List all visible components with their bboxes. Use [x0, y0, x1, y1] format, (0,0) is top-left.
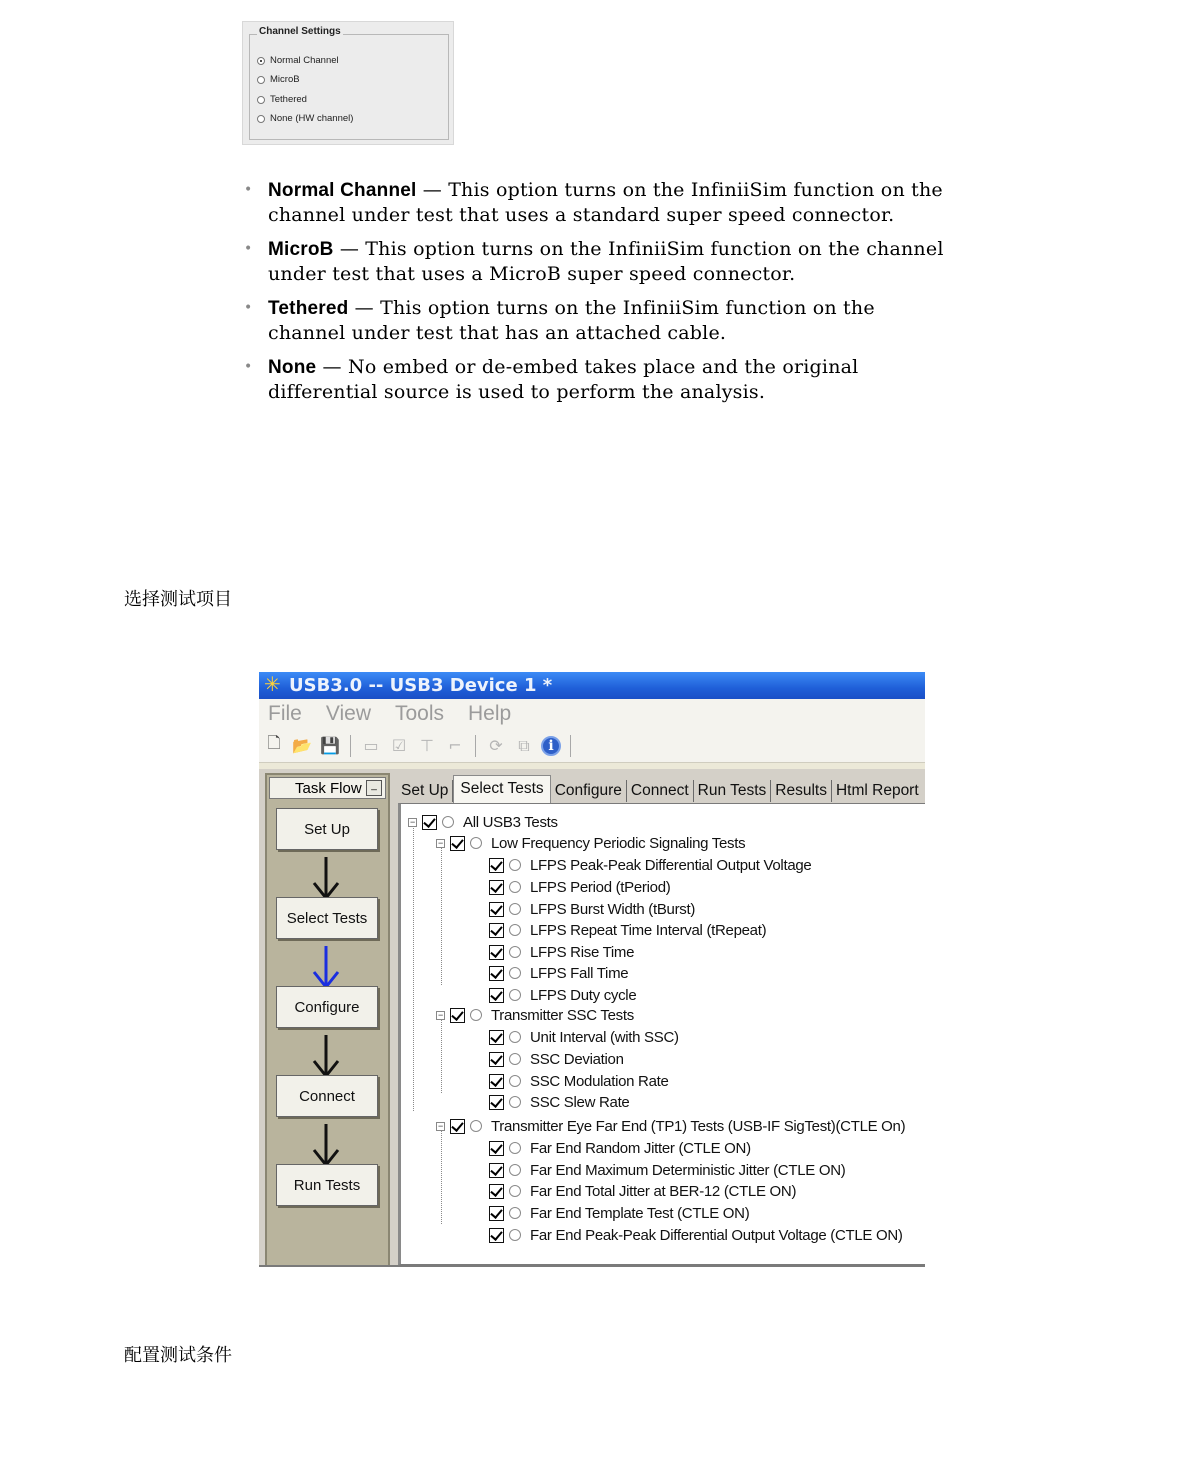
- tree-connector: [441, 843, 442, 985]
- checkbox-checked[interactable]: [489, 858, 504, 873]
- status-radio-icon: [509, 1207, 521, 1219]
- tree-root-all-usb3-tests[interactable]: − All USB3 Tests: [408, 812, 558, 832]
- menu-view[interactable]: View: [325, 702, 371, 725]
- tree-item[interactable]: LFPS Peak-Peak Differential Output Voltage: [489, 855, 811, 875]
- checkbox-checked[interactable]: [489, 966, 504, 981]
- task-step-connect[interactable]: Connect: [276, 1075, 378, 1117]
- tree-group-ssc[interactable]: − Transmitter SSC Tests: [436, 1005, 634, 1025]
- status-radio-icon: [442, 816, 454, 828]
- window-title: USB3.0 -- USB3 Device 1 *: [289, 675, 553, 696]
- status-radio-icon: [509, 881, 521, 893]
- bullet-dot-icon: •: [244, 359, 253, 375]
- tree-item[interactable]: LFPS Period (tPeriod): [489, 877, 670, 897]
- channel-settings-title: Channel Settings: [259, 26, 341, 37]
- radio-normal-channel[interactable]: Normal Channel: [257, 55, 339, 66]
- tab-select-tests[interactable]: Select Tests: [453, 775, 550, 804]
- usb3-app-window: [259, 672, 925, 1267]
- tab-set-up[interactable]: Set Up: [397, 780, 453, 802]
- flow-arrow-icon: [311, 855, 341, 901]
- menu-help[interactable]: Help: [468, 702, 512, 725]
- bullet-dot-icon: •: [244, 241, 253, 257]
- task-flow-panel: [265, 773, 390, 1267]
- tab-html-report[interactable]: Html Report: [835, 782, 919, 799]
- step-icon[interactable]: ⌐: [448, 736, 462, 755]
- heading-configure: 配置测试条件: [124, 1345, 232, 1366]
- bullet-dot-icon: •: [244, 182, 253, 198]
- collapse-icon[interactable]: −: [436, 839, 445, 848]
- tree-item[interactable]: LFPS Duty cycle: [489, 985, 636, 1005]
- test-tree: [398, 803, 925, 1265]
- checkbox-checked[interactable]: [489, 1095, 504, 1110]
- status-radio-icon: [470, 1120, 482, 1132]
- task-step-configure[interactable]: Configure: [276, 986, 378, 1028]
- radio-microb[interactable]: MicroB: [257, 74, 300, 85]
- flow-arrow-icon: [311, 1033, 341, 1079]
- checkbox-checked[interactable]: [489, 1052, 504, 1067]
- copy-icon[interactable]: ⧉: [518, 735, 530, 755]
- status-radio-icon: [470, 837, 482, 849]
- flow-arrow-active-icon: [311, 944, 341, 990]
- task-step-select-tests[interactable]: Select Tests: [276, 897, 378, 939]
- main-content: [259, 769, 925, 1265]
- status-radio-icon: [509, 1164, 521, 1176]
- menu-tools[interactable]: Tools: [394, 702, 445, 725]
- collapse-icon[interactable]: −: [408, 818, 417, 827]
- tree-item[interactable]: Far End Random Jitter (CTLE ON): [489, 1138, 751, 1158]
- toolbar-separator: [350, 735, 351, 757]
- tree-item[interactable]: SSC Modulation Rate: [489, 1071, 669, 1091]
- menu-bar: [259, 699, 925, 729]
- checkbox-checked[interactable]: [489, 1206, 504, 1221]
- app-logo-icon: [263, 675, 285, 697]
- bullet-normal-channel: • Normal Channel — This option turns on the InfiniiSim function on the channel under test that uses a standard super speed connector.: [244, 179, 943, 226]
- status-radio-icon: [509, 1053, 521, 1065]
- channel-settings-group: [249, 34, 449, 140]
- radio-tethered[interactable]: Tethered: [257, 94, 307, 105]
- tab-run-tests[interactable]: Run Tests: [694, 780, 772, 802]
- status-radio-icon: [509, 924, 521, 936]
- tree-item[interactable]: Unit Interval (with SSC): [489, 1027, 679, 1047]
- bullet-microb: • MicroB — This option turns on the InfiniiSim function on the channel under test that uses a MicroB super speed connector.: [244, 238, 944, 285]
- clear-icon[interactable]: ▭: [363, 736, 379, 755]
- checkbox-checked[interactable]: [489, 1228, 504, 1243]
- title-bar: [259, 672, 925, 699]
- radio-indicator[interactable]: [257, 57, 265, 65]
- toolbar: [259, 729, 925, 763]
- tree-item[interactable]: Far End Template Test (CTLE ON): [489, 1203, 749, 1223]
- checkbox-checked[interactable]: [450, 836, 465, 851]
- toolbar-separator: [570, 735, 571, 757]
- radio-none-hw-channel[interactable]: None (HW channel): [257, 113, 353, 124]
- tree-connector: [413, 822, 414, 1111]
- filter-icon[interactable]: ⊤: [420, 736, 434, 755]
- checkbox-checked[interactable]: [422, 815, 437, 830]
- save-icon[interactable]: 💾: [320, 736, 340, 755]
- tree-group-eye-far-end[interactable]: − Transmitter Eye Far End (TP1) Tests (USB-IF SigTest)(CTLE On): [436, 1116, 905, 1136]
- bullet-dot-icon: •: [244, 300, 253, 316]
- tree-item[interactable]: SSC Deviation: [489, 1049, 624, 1069]
- status-radio-icon: [509, 1142, 521, 1154]
- info-icon[interactable]: i: [541, 736, 561, 756]
- collapse-icon[interactable]: −: [436, 1122, 445, 1131]
- check-arrow-icon[interactable]: ☑: [391, 736, 407, 755]
- tab-connect[interactable]: Connect: [627, 780, 694, 802]
- tab-results[interactable]: Results: [771, 780, 832, 802]
- heading-select-tests: 选择测试项目: [124, 589, 232, 610]
- task-flow-title: Task Flow _: [269, 777, 386, 799]
- status-radio-icon: [509, 1229, 521, 1241]
- minimize-button[interactable]: _: [366, 780, 382, 796]
- tree-connector: [441, 1015, 442, 1093]
- tree-item[interactable]: Far End Peak-Peak Differential Output Voltage (CTLE ON): [489, 1225, 903, 1245]
- checkbox-checked[interactable]: [489, 902, 504, 917]
- tree-item[interactable]: LFPS Fall Time: [489, 963, 628, 983]
- tree-item[interactable]: LFPS Repeat Time Interval (tRepeat): [489, 920, 766, 940]
- status-radio-icon: [509, 989, 521, 1001]
- tree-item[interactable]: Far End Total Jitter at BER-12 (CTLE ON): [489, 1181, 796, 1201]
- checkbox-checked[interactable]: [489, 1163, 504, 1178]
- collapse-icon[interactable]: −: [436, 1011, 445, 1020]
- status-radio-icon: [509, 1185, 521, 1197]
- status-radio-icon: [509, 859, 521, 871]
- status-radio-icon: [509, 903, 521, 915]
- channel-settings-panel: [242, 21, 454, 145]
- checkbox-checked[interactable]: [489, 945, 504, 960]
- tab-strip: [397, 771, 925, 803]
- new-file-icon[interactable]: 🗋: [267, 733, 281, 752]
- status-radio-icon: [509, 967, 521, 979]
- tree-item[interactable]: LFPS Burst Width (tBurst): [489, 899, 695, 919]
- task-step-set-up[interactable]: Set Up: [276, 808, 378, 850]
- status-radio-icon: [509, 1031, 521, 1043]
- radio-indicator[interactable]: [257, 96, 265, 104]
- menu-file[interactable]: File: [268, 702, 302, 725]
- toolbar-separator: [475, 735, 476, 757]
- task-step-run-tests[interactable]: Run Tests: [276, 1164, 378, 1206]
- checkbox-checked[interactable]: [489, 1030, 504, 1045]
- checkbox-checked[interactable]: [489, 1141, 504, 1156]
- checkbox-checked[interactable]: [489, 880, 504, 895]
- checkbox-checked[interactable]: [489, 1184, 504, 1199]
- tree-item[interactable]: Far End Maximum Deterministic Jitter (CTLE ON): [489, 1160, 845, 1180]
- checkbox-checked[interactable]: [489, 988, 504, 1003]
- radio-indicator[interactable]: [257, 115, 265, 123]
- checkbox-checked[interactable]: [450, 1008, 465, 1023]
- channel-option-descriptions: [244, 178, 954, 414]
- radio-indicator[interactable]: [257, 76, 265, 84]
- bullet-tethered: • Tethered — This option turns on the InfiniiSim function on the channel under test that has an attached cable.: [244, 297, 875, 344]
- tree-connector: [441, 1124, 442, 1224]
- status-radio-icon: [509, 946, 521, 958]
- checkbox-checked[interactable]: [489, 923, 504, 938]
- tree-group-lfps[interactable]: − Low Frequency Periodic Signaling Tests: [436, 833, 745, 853]
- bullet-none: • None — No embed or de-embed takes place and the original differential source is used to perform the analysis.: [244, 356, 859, 403]
- status-radio-icon: [509, 1075, 521, 1087]
- status-radio-icon: [470, 1009, 482, 1021]
- checkbox-checked[interactable]: [489, 1074, 504, 1089]
- status-radio-icon: [509, 1096, 521, 1108]
- tab-configure[interactable]: Configure: [551, 780, 627, 802]
- open-folder-icon[interactable]: 📂: [292, 736, 312, 755]
- flow-arrow-icon: [311, 1122, 341, 1168]
- refresh-icon[interactable]: ⟳: [489, 736, 503, 755]
- tree-item[interactable]: LFPS Rise Time: [489, 942, 634, 962]
- checkbox-checked[interactable]: [450, 1119, 465, 1134]
- tree-item[interactable]: SSC Slew Rate: [489, 1092, 629, 1112]
